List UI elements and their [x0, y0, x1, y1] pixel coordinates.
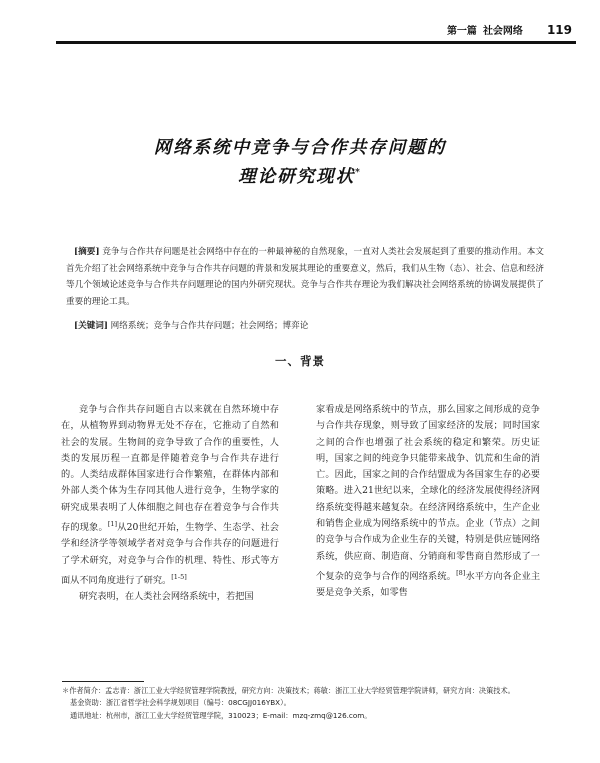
abstract-text: 竞争与合作共存问题是社会网络中存在的一种最神秘的自然现象，一直对人类社会发展起到了重要的推动作用。本文首先介绍了社会网络系统中竞争与合作共存问题的背景和发展其理论的重要意义，然后，我们从生物（态）、社会、信息和经济等几个领域论述竞争与合作共存问题理论的国内外研究现状。竞争与合作共存理论为我们解决社会网络系统的协调发展提供了重要的理论工具。 — [66, 247, 544, 307]
citation: [1] — [107, 520, 118, 529]
body-column-right — [316, 402, 540, 602]
footnote-author: ＊作者简介：孟志青：浙江工业大学经贸管理学院教授，研究方向：决策技术；蒋敏：浙江工业大学经贸管理学院讲师，研究方向：决策技术。 — [62, 686, 515, 695]
footnotes — [62, 685, 562, 722]
paper-title-line-1: 网络系统中竞争与合作共存问题的 — [153, 138, 447, 158]
body-text: 家看成是网络系统中的节点，那么国家之间形成的竞争与合作共存现象，则导致了国家经济的发展；同时国家之间的合作也增强了社会系统的稳定和繁荣。历史证明，国家之间的纯竞争只能带来战争、饥荒和生命的消亡。因此，国家之间的合作结盟成为各国家生存的必要策略。进入21世纪以来，全球化的经济发展使得经济网络系统变得越来越复杂。在经济网络系统中，生产企业和销售企业成为网络系统中的节点。企业（节点）之间的竞争与合作成为企业生存的关键，特别是供应链网络系统，供应商、制造商、分销商和零售商自然形成了一个复杂的竞争与合作的网络系统。 — [316, 404, 540, 583]
paper-title-line-2 — [0, 163, 600, 188]
body-paragraph — [61, 402, 279, 589]
citation: [1-5] — [171, 573, 187, 582]
keywords — [74, 318, 544, 335]
keywords-label: [关键词] — [74, 321, 108, 331]
keywords-text: 网络系统；竞争与合作共存问题；社会网络；博弈论 — [110, 321, 309, 331]
body-text: 水平方向各企业主要是竞争关系，如零售 — [316, 571, 541, 599]
body-column-left — [61, 402, 279, 606]
header-rule — [56, 41, 576, 44]
section-heading: 一、背景 — [275, 354, 325, 368]
page-number: 119 — [546, 23, 572, 37]
footnote-address: 通讯地址：杭州市，浙江工业大学经贸管理学院，310023；E-mail：mzq-zmq@126.com。 — [70, 710, 372, 720]
abstract — [66, 244, 544, 310]
header-topic: 社会网络 — [482, 26, 523, 37]
footnote-rule — [62, 681, 144, 682]
citation: [8] — [456, 568, 466, 577]
body-text: 研究表明，在人类社会网络系统中，若把国 — [79, 591, 254, 603]
body-paragraph — [316, 402, 540, 602]
body-text: 从20世纪开始，生物学、生态学、社会学和经济学等领域学者对竞争与合作共存的问题进行了学术研究，对竞争与合作的机理、特性、形式等方面从不同角度进行了研究。 — [61, 522, 279, 587]
header-section: 第一篇 — [446, 26, 477, 37]
running-header — [447, 22, 572, 37]
footnote-fund: 基金资助：浙江省哲学社会科学规划项目（编号：08CGJJ016YBX）。 — [70, 698, 291, 708]
title-footnote-mark: * — [355, 168, 362, 179]
abstract-label: [摘要] — [74, 247, 100, 257]
body-text: 竞争与合作共存问题自古以来就在自然环境中存在，从植物界到动物界无处不存在，它推动了自然和社会的发展。生物间的竞争导致了合作的重要性，人类的发展历程一直都是伴随着竞争与合作共存进行的。人类结成群体国家进行合作繁殖，在群体内部和外部人类个体为生存同其他人进行竞争，生物学家的研究成果表明了人体细胞之间也存在着竞争与合作共存的现象。 — [61, 404, 279, 534]
body-paragraph — [61, 589, 279, 605]
paper-title-text: 理论研究现状 — [238, 167, 356, 187]
